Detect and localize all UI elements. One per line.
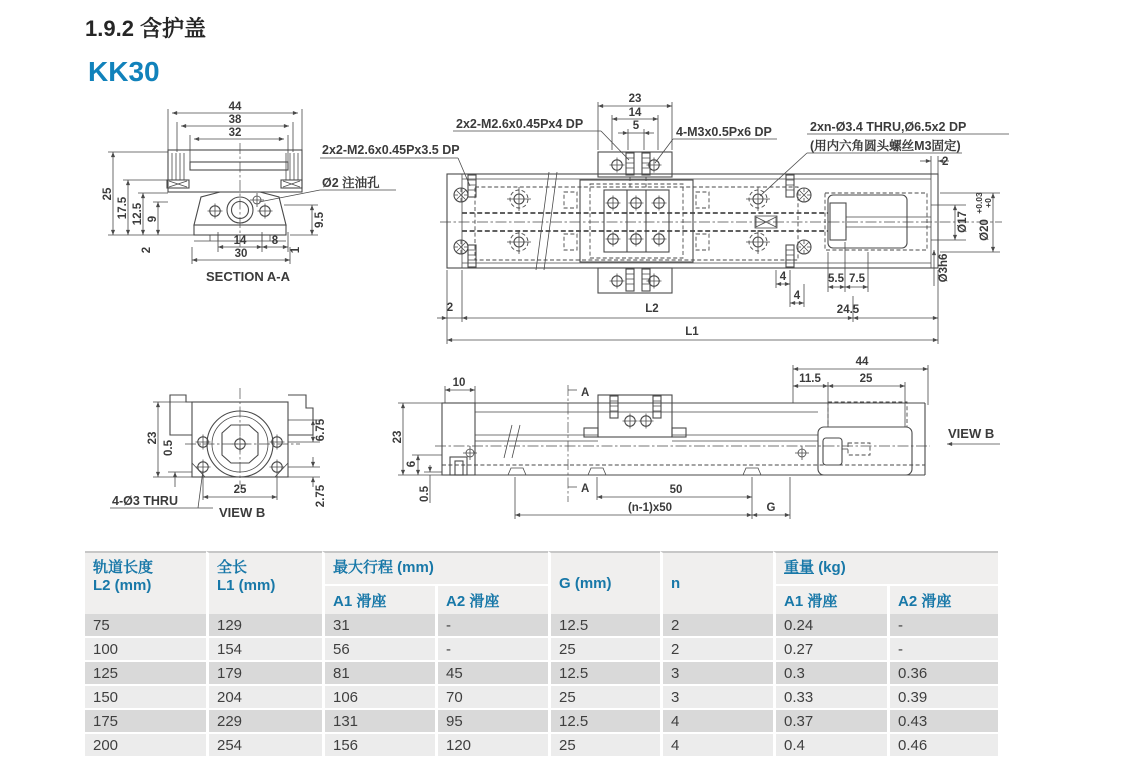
spec-table <box>85 551 998 758</box>
table-cell: 254 <box>206 734 322 758</box>
dim-label: 8 <box>271 235 279 247</box>
product-name: KK30 <box>88 56 160 87</box>
dim-label: 50 <box>669 484 683 496</box>
dim-label: 1 <box>290 246 302 254</box>
dim-label: 0.5 <box>419 486 431 502</box>
table-cell: 2 <box>660 638 773 662</box>
dim-label: 23 <box>147 431 159 445</box>
dim-label: 2 <box>446 302 454 314</box>
dim-label: 6 <box>406 460 418 468</box>
dim-label: Ø20 <box>979 219 991 241</box>
subcolumn-header-a1: A1 滑座 <box>322 586 435 614</box>
table-cell: 106 <box>322 686 435 710</box>
table-cell: 4 <box>660 734 773 758</box>
table-cell: - <box>435 614 548 638</box>
table-row <box>85 662 998 686</box>
table-cell: 0.36 <box>887 662 998 686</box>
table-cell: 0.46 <box>887 734 998 758</box>
table-row <box>85 686 998 710</box>
dim-label: 38 <box>228 114 242 126</box>
view-b-arrow-label: VIEW B <box>948 426 995 441</box>
column-header-label: L1 (mm) <box>217 577 276 594</box>
section-aa-view <box>102 101 326 284</box>
dim-label: 11.5 <box>799 373 821 385</box>
dim-label: 12.5 <box>132 202 144 226</box>
table-cell: 12.5 <box>548 662 660 686</box>
table-cell: 0.24 <box>773 614 887 638</box>
dim-label: 23 <box>392 430 404 444</box>
table-cell: 229 <box>206 710 322 734</box>
oil-hole-callout: Ø2 注油孔 <box>322 176 380 190</box>
dim-label: 0.5 <box>163 440 175 456</box>
dim-label: 25 <box>859 373 873 385</box>
table-row <box>85 638 998 662</box>
tolerance-label: +0.03 <box>974 192 984 214</box>
column-header-n: n <box>660 551 773 614</box>
column-header-g: G (mm) <box>548 551 660 614</box>
column-header-l2 <box>85 551 206 614</box>
section-title: 1.9.2 含护盖 <box>85 16 207 41</box>
dim-label: G <box>766 502 776 514</box>
dim-label: 4 <box>779 271 787 283</box>
section-marker: A <box>581 483 590 495</box>
view-b-title: VIEW B <box>219 505 266 520</box>
table-cell: 0.4 <box>773 734 887 758</box>
dim-label: L1 <box>685 326 699 338</box>
front-view-b <box>110 388 327 520</box>
table-cell: 150 <box>85 686 206 710</box>
table-cell: 3 <box>660 686 773 710</box>
column-header-label: (kg) <box>818 559 846 576</box>
dim-label: 6.75 <box>315 418 327 442</box>
table-cell: 2 <box>660 614 773 638</box>
table-cell: 3 <box>660 662 773 686</box>
table-cell: 45 <box>435 662 548 686</box>
table-cell: 25 <box>548 734 660 758</box>
thru-hole-callout: 4-Ø3 THRU <box>112 494 178 508</box>
thru-hole-callout: 2xn-Ø3.4 THRU,Ø6.5x2 DP <box>810 120 967 134</box>
table-row <box>85 710 998 734</box>
dim-label: L2 <box>645 303 659 315</box>
column-header-label: 全长 <box>217 559 248 576</box>
column-header-l1 <box>206 551 322 614</box>
dim-label: 30 <box>234 248 248 260</box>
dim-label: 9.5 <box>314 212 326 228</box>
table-cell: 25 <box>548 638 660 662</box>
dim-label: 10 <box>452 377 466 389</box>
table-row <box>85 614 998 638</box>
table-cell: 12.5 <box>548 710 660 734</box>
table-cell: 81 <box>322 662 435 686</box>
table-cell: 75 <box>85 614 206 638</box>
table-cell: 120 <box>435 734 548 758</box>
dim-label: 14 <box>233 235 247 247</box>
subcolumn-header-a2: A2 滑座 <box>887 586 998 614</box>
table-cell: 0.27 <box>773 638 887 662</box>
table-cell: 25 <box>548 686 660 710</box>
table-cell: 95 <box>435 710 548 734</box>
dim-label: 4 <box>793 290 801 302</box>
thread-callout: 2x2-M2.6x0.45Px4 DP <box>456 117 584 131</box>
tolerance-label: +0 <box>983 198 993 208</box>
dim-label: 23 <box>628 93 642 105</box>
table-cell: 0.33 <box>773 686 887 710</box>
table-row <box>85 734 998 758</box>
column-header-label: L2 (mm) <box>93 577 152 594</box>
column-header-label: 轨道长度 <box>93 559 154 576</box>
dim-label: 5 <box>632 120 640 132</box>
table-cell: 70 <box>435 686 548 710</box>
section-aa-title: SECTION A-A <box>206 269 291 284</box>
dim-label: 2 <box>141 246 153 254</box>
table-cell: 4 <box>660 710 773 734</box>
dim-label: 32 <box>228 127 242 139</box>
table-cell: - <box>887 614 998 638</box>
dim-label: Ø17 <box>957 211 969 233</box>
dim-label: 7.5 <box>849 273 865 285</box>
dim-label: 2.75 <box>315 484 327 508</box>
dim-label: 2 <box>942 156 949 168</box>
table-cell: 31 <box>322 614 435 638</box>
table-cell: 0.39 <box>887 686 998 710</box>
dim-label: 5.5 <box>828 273 844 285</box>
table-cell: 131 <box>322 710 435 734</box>
table-cell: 179 <box>206 662 322 686</box>
dim-label: (n-1)x50 <box>627 502 673 514</box>
table-cell: 100 <box>85 638 206 662</box>
dim-label: 14 <box>628 107 642 119</box>
thru-hole-callout-note: (用内六角圆头螺丝M3固定) <box>810 139 961 153</box>
table-cell: 129 <box>206 614 322 638</box>
dim-label: 24.5 <box>836 304 860 316</box>
column-header-label: 重量 <box>784 559 815 576</box>
table-cell: 204 <box>206 686 322 710</box>
dim-label: Ø3h6 <box>938 253 950 283</box>
thread-callout: 2x2-M2.6x0.45Px3.5 DP <box>322 143 460 157</box>
table-cell: 56 <box>322 638 435 662</box>
section-marker: A <box>581 387 590 399</box>
table-cell: 0.43 <box>887 710 998 734</box>
dim-label: 17.5 <box>117 196 129 220</box>
table-cell: 175 <box>85 710 206 734</box>
table-cell: 156 <box>322 734 435 758</box>
side-view <box>392 356 1000 519</box>
dim-label: 9 <box>147 215 159 223</box>
column-header-stroke: 最大行程 (mm) <box>322 551 548 586</box>
table-cell: 12.5 <box>548 614 660 638</box>
table-cell: 200 <box>85 734 206 758</box>
table-cell: 0.37 <box>773 710 887 734</box>
table-cell: - <box>435 638 548 662</box>
dim-label: 25 <box>102 187 114 201</box>
subcolumn-header-a1: A1 滑座 <box>773 586 887 614</box>
dim-label: 44 <box>228 101 242 113</box>
dim-label: 44 <box>855 356 869 368</box>
table-cell: - <box>887 638 998 662</box>
column-header-weight <box>773 551 998 586</box>
table-cell: 125 <box>85 662 206 686</box>
thread-callout: 4-M3x0.5Px6 DP <box>676 125 772 139</box>
table-cell: 0.3 <box>773 662 887 686</box>
dim-label: 25 <box>233 484 247 496</box>
subcolumn-header-a2: A2 滑座 <box>435 586 548 614</box>
table-cell: 154 <box>206 638 322 662</box>
